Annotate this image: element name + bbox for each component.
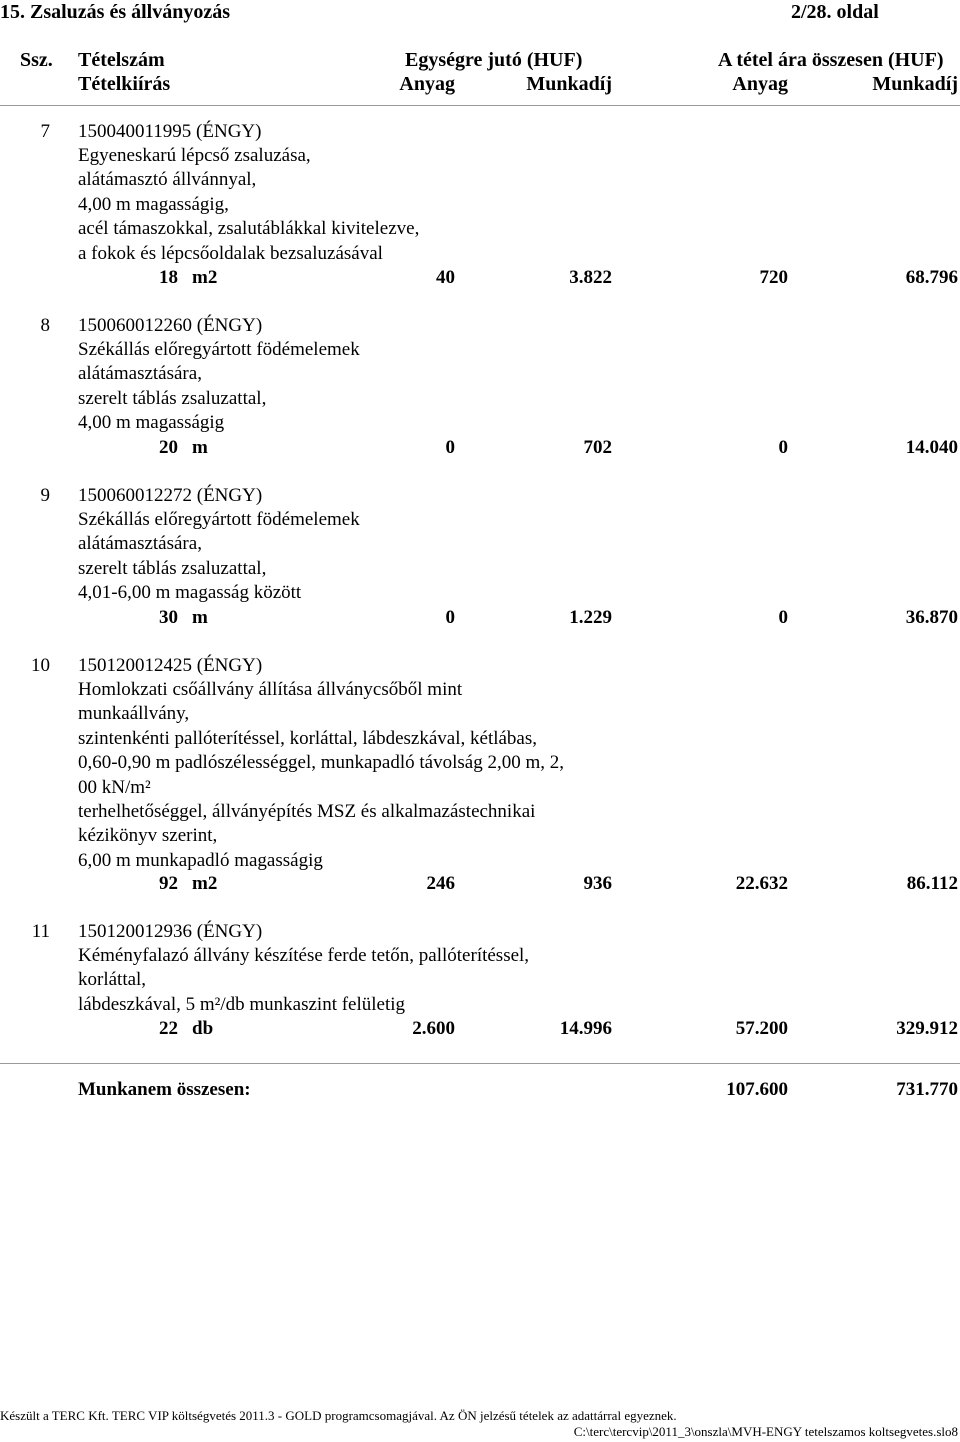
item-quantity: 92 — [159, 873, 178, 894]
description-line: 6,00 m munkapadló magasságig — [78, 849, 323, 871]
item-number: 10 — [31, 655, 50, 676]
unit-anyag-value: 0 — [445, 607, 455, 628]
description-line: Homlokzati csőállvány állítása állványcsőből mint — [78, 679, 463, 700]
col-total-group: A tétel ára összesen (HUF) — [718, 49, 944, 71]
col-tetelszam: Tételszám — [78, 49, 165, 71]
description-line: 4,01-6,00 m magasság között — [78, 582, 302, 604]
item-unit: m — [192, 607, 208, 628]
total-munkadij-value: 329.912 — [896, 1018, 958, 1039]
description-line: alátámasztó állvánnyal, — [78, 169, 257, 191]
description-line: 0,60-0,90 m padlószélességgel, munkapadló távolság 2,00 m, 2, — [78, 752, 564, 774]
total-anyag-value: 22.632 — [735, 873, 788, 894]
item-quantity: 30 — [159, 607, 178, 628]
item-quantity: 20 — [159, 437, 178, 458]
item-number: 11 — [31, 921, 50, 942]
unit-munkadij-value: 14.996 — [559, 1018, 612, 1039]
description-line: 4,00 m magasságig — [78, 412, 225, 434]
description-line: Székállás előregyártott födémelemek — [78, 339, 360, 360]
item-quantity: 22 — [159, 1018, 178, 1039]
total-anyag-value: 720 — [759, 267, 788, 288]
item-unit: m2 — [192, 873, 218, 894]
description-line: alátámasztására, — [78, 533, 202, 555]
footer-file-path: C:\terc\tercvip\2011_3\onszla\MVH-ENGY tetelszamos koltsegvetes.slo8 — [573, 1424, 958, 1439]
item-description — [78, 678, 564, 873]
description-line: Egyeneskarú lépcső zsaluzása, — [78, 145, 311, 166]
description-line: munkaállvány, — [78, 703, 190, 725]
item-description — [78, 338, 360, 436]
total-munkadij-value: 68.796 — [905, 267, 958, 288]
summary-label: Munkanem összesen: — [78, 1079, 251, 1100]
description-line: a fokok és lépcsőoldalak bezsaluzásával — [78, 242, 383, 264]
item-description — [78, 144, 419, 266]
item-code: 150040011995 (ÉNGY) — [78, 121, 262, 142]
item-description — [78, 508, 360, 606]
item-number: 7 — [40, 121, 50, 142]
unit-munkadij-value: 3.822 — [569, 267, 612, 288]
col-tetelkiiras: Tételkiírás — [78, 73, 171, 95]
description-line: acél támaszokkal, zsalutáblákkal kivitelezve, — [78, 218, 420, 240]
footer-credit: Készült a TERC Kft. TERC VIP költségvetés 2011.3 - GOLD programcsomagjával. Az ÖN jelzésű tételek az adattárral egyeznek. — [0, 1408, 677, 1423]
item-number: 8 — [40, 315, 50, 336]
unit-munkadij-value: 1.229 — [569, 607, 612, 628]
item-quantity: 18 — [159, 267, 178, 288]
item-code: 150060012272 (ÉNGY) — [78, 485, 263, 506]
summary-anyag: 107.600 — [726, 1079, 788, 1100]
unit-munkadij-value: 936 — [583, 873, 612, 894]
description-line: 4,00 m magasságig, — [78, 193, 229, 215]
section-title: 15. Zsaluzás és állványozás — [0, 1, 231, 23]
unit-anyag-value: 0 — [445, 437, 455, 458]
description-line: Kéményfalazó állvány készítése ferde tetőn, pallóterítéssel, — [78, 945, 530, 966]
unit-anyag-value: 40 — [436, 267, 455, 288]
item-number: 9 — [40, 485, 50, 506]
item-unit: db — [192, 1018, 214, 1039]
description-line: lábdeszkával, 5 m²/db munkaszint felületig — [78, 993, 406, 1015]
item-description — [78, 944, 529, 1017]
summary-divider — [0, 1063, 960, 1064]
total-anyag-value: 0 — [778, 437, 788, 458]
description-line: korláttal, — [78, 969, 147, 991]
description-line: 00 kN/m² — [78, 776, 151, 798]
total-anyag-value: 0 — [778, 607, 788, 628]
unit-munkadij-value: 702 — [583, 437, 612, 458]
total-munkadij-value: 36.870 — [905, 607, 958, 628]
item-unit: m — [192, 437, 208, 458]
description-line: kézikönyv szerint, — [78, 825, 218, 847]
item-unit: m2 — [192, 267, 218, 288]
col-unit-group: Egységre jutó (HUF) — [405, 49, 583, 71]
item-code: 150120012936 (ÉNGY) — [78, 921, 263, 942]
col-unit-munkadij: Munkadíj — [526, 73, 612, 95]
header-divider — [0, 105, 960, 106]
col-unit-anyag: Anyag — [399, 73, 455, 95]
description-line: szintenkénti pallóterítéssel, korláttal, lábdeszkával, kétlábas, — [78, 727, 538, 749]
description-line: terhelhetőséggel, állványépítés MSZ és alkalmazástechnikai — [78, 801, 536, 823]
unit-anyag-value: 246 — [426, 873, 455, 894]
col-total-anyag: Anyag — [732, 73, 788, 95]
total-munkadij-value: 86.112 — [906, 873, 958, 894]
col-total-munkadij: Munkadíj — [872, 73, 958, 95]
total-anyag-value: 57.200 — [735, 1018, 788, 1039]
summary-munkadij: 731.770 — [896, 1079, 958, 1100]
total-munkadij-value: 14.040 — [905, 437, 958, 458]
page-number: 2/28. oldal — [791, 1, 879, 23]
item-code: 150060012260 (ÉNGY) — [78, 315, 263, 336]
unit-anyag-value: 2.600 — [412, 1018, 455, 1039]
description-line: alátámasztására, — [78, 363, 202, 385]
description-line: Székállás előregyártott födémelemek — [78, 509, 360, 530]
description-line: szerelt táblás zsaluzattal, — [78, 387, 267, 409]
item-code: 150120012425 (ÉNGY) — [78, 655, 263, 676]
description-line: szerelt táblás zsaluzattal, — [78, 557, 267, 579]
col-ssz: Ssz. — [20, 49, 53, 71]
